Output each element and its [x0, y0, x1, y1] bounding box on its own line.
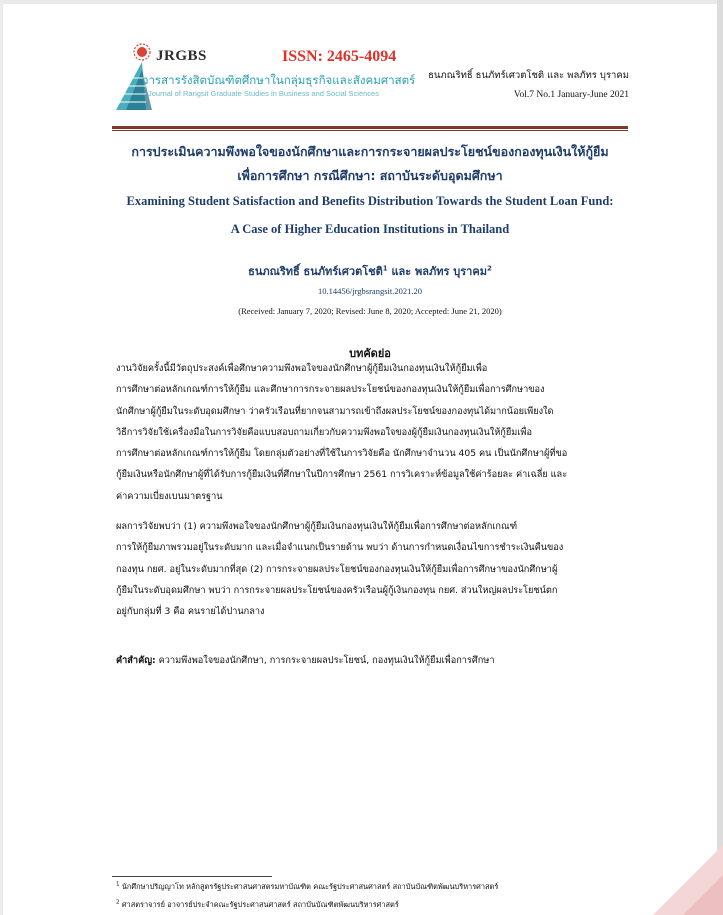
author-2: พลภัทร บุราคม [415, 265, 487, 278]
journal-logo [112, 40, 416, 110]
abstract-line: อยู่กับกลุ่มที่ 3 คือ คนรายได้ปานกลาง [116, 606, 265, 618]
journal-issn: ISSN: 2465-4094 [282, 48, 397, 65]
footnote-2 [116, 899, 399, 911]
page-edge-right [717, 0, 723, 915]
title-thai-line2: เพื่อการศึกษา กรณีศึกษา: สถาบันระดับอุดมศึกษา [237, 168, 503, 183]
journal-header [0, 0, 723, 130]
abstract-line: ค่าความเบี่ยงเบนมาตรฐาน [116, 490, 223, 502]
footnote-2-text: ศาสตราจารย์ อาจารย์ประจำคณะรัฐประศาสนศาสตร์ สถาบันบัณฑิตพัฒนบริหารศาสตร์ [119, 900, 399, 909]
abstract-line: กู้ยืมในระดับอุดมศึกษา พบว่า การกระจายผลประโยชน์ของครัวเรือนผู้กู้เงินกองทุน กยศ. ส่วนใหญ่ผลประโยชน์ตก [116, 584, 558, 596]
journal-name-thai: วารสารรังสิตบัณฑิตศึกษาในกลุ่มธุรกิจและสังคมศาสตร์ [142, 73, 416, 87]
abstract-heading: บทคัดย่อ [349, 347, 391, 360]
title-english-line1: Examining Student Satisfaction and Benefits Distribution Towards the Student Loan Fund: [126, 194, 614, 208]
footnote-1-mark: 1 [116, 881, 120, 888]
abstract-line: การศึกษาต่อหลักเกณฑ์การให้กู้ยืม โดยกลุ่มตัวอย่างที่ใช้ในการวิจัยคือ นักศึกษาจำนวน 405 คน เป็นนักศึกษาผู้ที่ขอ [116, 448, 568, 460]
footnote-1 [116, 881, 498, 893]
footnote-rule [112, 876, 272, 877]
keywords-label: คำสำคัญ: [116, 655, 156, 666]
abstract-line: การศึกษาต่อหลักเกณฑ์การให้กู้ยืม และศึกษาการกระจายผลประโยชน์ของกองทุนเงินให้กู้ยืมเพื่อการศึกษาของ [116, 384, 545, 396]
author-2-affiliation-mark: 2 [486, 264, 492, 273]
abstract-paragraph-2 [116, 516, 628, 622]
abstract-line: วิธีการวิจัยใช้เครื่องมือในการวิจัยคือแบบสอบถามเกี่ยวกับความพึงพอใจของผู้กู้ยืมเงินกองทุนเงินให้กู้ยืมเพื่อ [116, 426, 532, 438]
header-rule-thin [112, 130, 628, 131]
journal-brand: JRGBS [156, 48, 207, 64]
submission-dates: (Received: January 7, 2020; Revised: June 8, 2020; Accepted: June 21, 2020) [238, 306, 502, 316]
title-english-line2: A Case of Higher Education Institutions in Thailand [230, 222, 510, 236]
doi-link[interactable]: 10.14456/jrgbsrangsit.2021.20 [318, 286, 422, 296]
abstract-line: การให้กู้ยืมภาพรวมอยู่ในระดับมาก และเมื่อจำแนกเป็นรายด้าน พบว่า ด้านการกำหนดเงื่อนไขการชำระเงินคืนของ [116, 542, 564, 554]
page-edge-left [0, 0, 3, 915]
running-head-authors: ธนภณริทธิ์ ธนภัทร์เศวตโชติ และ พลภัทร บุราคม [428, 70, 629, 81]
abstract-line: กู้ยืมเงินหรือนักศึกษาผู้ที่ได้รับการกู้ยืมเงินที่ศึกษาในปีการศึกษา 2561 การวิเคราะห์ข้อมูลใช้ค่าร้อยละ ค่าเฉลี่ย และ [116, 469, 568, 481]
abstract-line: ผลการวิจัยพบว่า (1) ความพึงพอใจของนักศึกษาผู้กู้ยืมเงินกองทุนเงินให้กู้ยืมเพื่อการศึกษาต่อหลักเกณฑ์ [116, 521, 518, 532]
abstract-line: งานวิจัยครั้งนี้มีวัตถุประสงค์เพื่อศึกษาความพึงพอใจของนักศึกษาผู้กู้ยืมเงินกองทุนเงินให้กู้ยืมเพื่อ [116, 363, 488, 374]
page-corner-decoration [633, 825, 723, 915]
author-1: ธนภณริทธิ์ ธนภัทร์เศวตโชติ [248, 265, 383, 278]
author-connector: และ [387, 265, 416, 278]
keywords-text: ความพึงพอใจของนักศึกษา, การกระจายผลประโยชน์, กองทุนเงินให้กู้ยืมเพื่อการศึกษา [155, 655, 495, 666]
footnote-2-mark: 2 [116, 899, 120, 906]
header-rule-thick [112, 126, 628, 129]
keywords [116, 653, 628, 668]
volume-issue: Vol.7 No.1 January-June 2021 [513, 90, 629, 100]
abstract-paragraph-1 [116, 358, 628, 507]
journal-name-english: Journal of Rangsit Graduate Studies in Business and Social Sciences [148, 89, 379, 98]
author-1-affiliation-mark: 1 [382, 264, 388, 273]
footnote-1-text: นักศึกษาปริญญาโท หลักสูตรรัฐประศาสนศาสตรมหาบัณฑิต คณะรัฐประศาสนศาสตร์ สถาบันบัณฑิตพัฒนบริหารศาสตร์ [119, 882, 499, 891]
abstract-line: กองทุน กยศ. อยู่ในระดับมากที่สุด (2) การกระจายผลประโยชน์ของกองทุนเงินให้กู้ยืมเพื่อการศึกษาของนักศึกษาผู้ [116, 563, 558, 575]
abstract-line: นักศึกษาผู้กู้ยืมในระดับอุดมศึกษา ว่าครัวเรือนที่ยากจนสามารถเข้าถึงผลประโยชน์ของกองทุนได้มากน้อยเพียงใด [116, 405, 554, 417]
author-list [112, 262, 628, 280]
title-thai-line1: การประเมินความพึงพอใจของนักศึกษาและการกระจายผลประโยชน์ของกองทุนเงินให้กู้ยืม [131, 144, 609, 159]
